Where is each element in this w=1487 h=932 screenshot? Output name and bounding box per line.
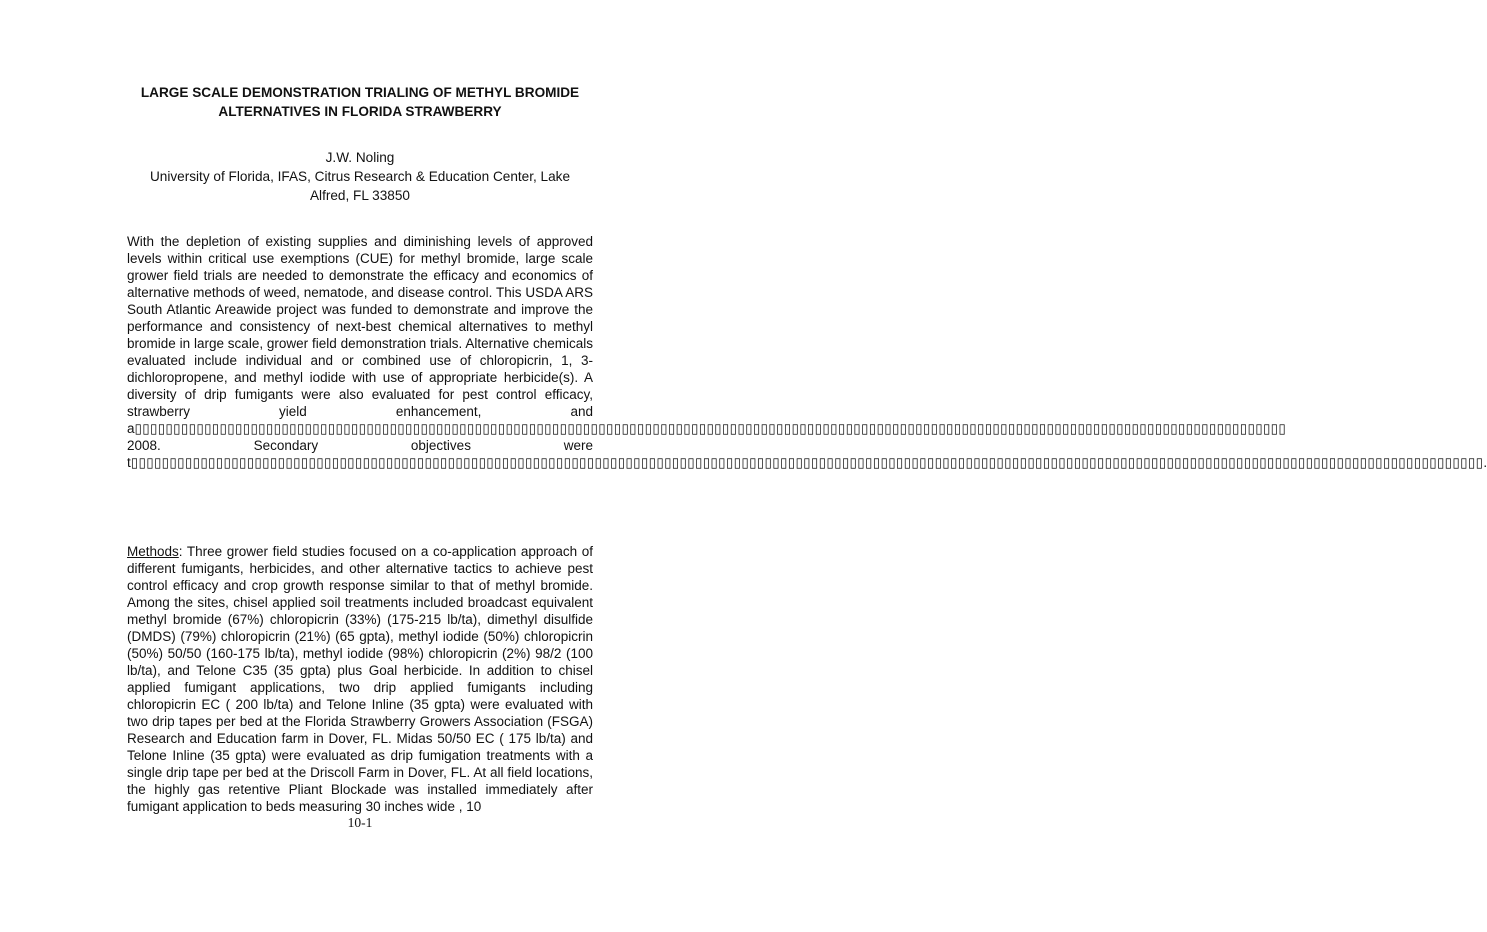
author-block <box>120 148 600 205</box>
page-number: 10-1 <box>347 815 373 830</box>
title-line-1: LARGE SCALE DEMONSTRATION TRIALING OF METHYL BROMIDE <box>140 85 580 100</box>
abstract-end-period: . <box>1483 455 1487 470</box>
garbled-glyphs-1: ▯▯▯▯▯▯▯▯▯▯▯▯▯▯▯▯▯▯▯▯▯▯▯▯▯▯▯▯▯▯▯▯▯▯▯▯▯▯▯▯▯▯▯▯▯▯▯▯▯▯▯▯▯▯▯▯▯▯▯▯▯▯▯▯▯▯▯▯▯▯▯▯▯▯▯▯▯▯▯▯▯▯▯▯▯▯▯▯▯▯▯▯▯▯▯▯▯▯▯▯▯▯▯▯▯▯▯▯▯▯▯▯▯▯▯▯▯▯▯▯▯▯▯▯▯▯▯▯▯▯▯▯▯▯▯▯▯▯▯▯▯▯▯▯▯▯▯▯▯ <box>134 421 1287 436</box>
title-line-2: ALTERNATIVES IN FLORIDA STRAWBERRY <box>218 104 502 119</box>
garbled-glyphs-2: ▯▯▯▯▯▯▯▯▯▯▯▯▯▯▯▯▯▯▯▯▯▯▯▯▯▯▯▯▯▯▯▯▯▯▯▯▯▯▯▯▯▯▯▯▯▯▯▯▯▯▯▯▯▯▯▯▯▯▯▯▯▯▯▯▯▯▯▯▯▯▯▯▯▯▯▯▯▯▯▯▯▯▯▯▯▯▯▯▯▯▯▯▯▯▯▯▯▯▯▯▯▯▯▯▯▯▯▯▯▯▯▯▯▯▯▯▯▯▯▯▯▯▯▯▯▯▯▯▯▯▯▯▯▯▯▯▯▯▯▯▯▯▯▯▯▯▯▯▯▯▯▯▯▯▯▯▯▯▯▯▯▯▯▯▯▯▯▯▯▯▯▯▯▯▯ <box>130 455 1484 470</box>
methods-paragraph <box>127 543 593 815</box>
paper-title <box>100 83 620 121</box>
abstract-year-fragment: 2008. Secondary objectives were t <box>127 438 593 470</box>
methods-text: : Three grower field studies focused on a co-application approach of different fumigants, herbicides, and other alternative tactics to achieve pest control efficacy and crop growth response similar to that of methyl bromide. Among the sites, chisel applied soil treatments included broadcast equivalent methyl bromide (67%) chloropicrin (33%) (175-215 lb/ta), dimethyl disulfide (DMDS) (79%) chloropicrin (21%) (65 gpta), methyl iodide (50%) chloropicrin (50%) 50/50 (160-175 lb/ta), methyl iodide (98%) chloropicrin (2%) 98/2 (100 lb/ta), and Telone C35 (35 gpta) plus Goal herbicide. In addition to chisel applied fumigant applications, two drip applied fumigants including chloropicrin EC ( 200 lb/ta) and Telone Inline (35 gpta) were evaluated with two drip tapes per bed at the Florida Strawberry Growers Association (FSGA) Research and Education farm in Dover, FL. Midas 50/50 EC ( 175 lb/ta) and Telone Inline (35 gpta) were evaluated as drip fumigation treatments with a single drip tape per bed at the Driscoll Farm in Dover, FL. At all field locations, the highly gas retentive Pliant Blockade was installed immediately after fumigant application to beds measuring 30 inches wide , 10 <box>127 544 593 814</box>
abstract-text: With the depletion of existing supplies and diminishing levels of approved levels within critical use exemptions (CUE) for methyl bromide, large scale grower field trials are needed to demonstrate the efficacy and economics of alternative methods of weed, nematode, and disease control. This USDA ARS South Atlantic Areawide project was funded to demonstrate and improve the performance and consistency of next-best chemical alternatives to methyl bromide in large scale, grower field demonstration trials. Alternative chemicals evaluated include individual and or combined use of chloropicrin, 1, 3-dichloropropene, and methyl iodide with use of appropriate herbicide(s). A diversity of drip fumigants were also evaluated for pest control efficacy, strawberry yield enhancement, and a <box>127 234 593 436</box>
author-name: J.W. Noling <box>325 150 395 165</box>
author-affiliation-line-2: Alfred, FL 33850 <box>309 188 410 203</box>
abstract-paragraph <box>127 233 1487 471</box>
author-affiliation-line-1: University of Florida, IFAS, Citrus Research & Education Center, Lake <box>149 169 571 184</box>
methods-label: Methods <box>127 544 179 559</box>
